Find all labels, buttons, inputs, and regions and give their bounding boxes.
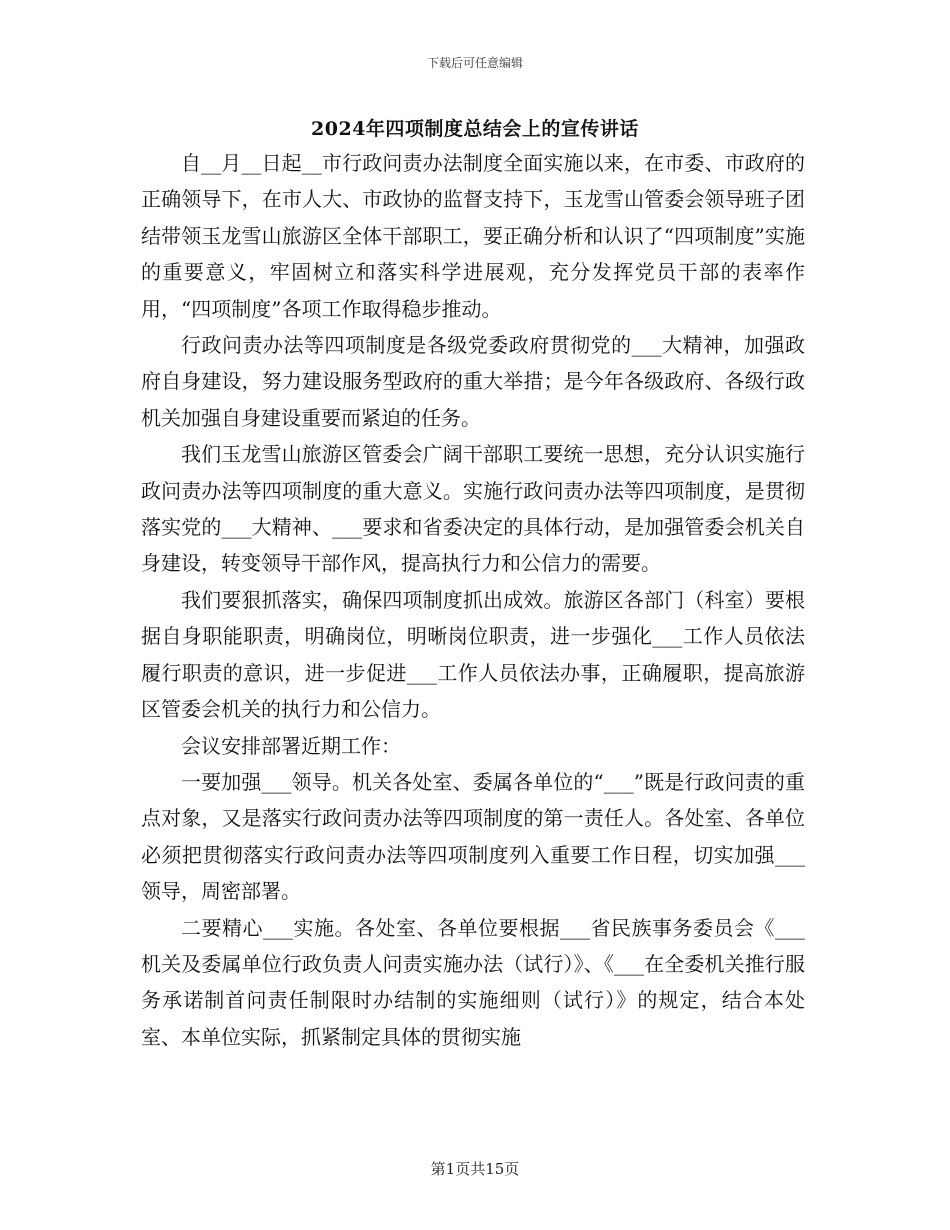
paragraph: 我们玉龙雪山旅游区管委会广阔干部职工要统一思想，充分认识实施行政问责办法等四项制度的重大意义。实施行政问责办法等四项制度，是贯彻落实党的___大精神、___要求和省委决定的具体行动，是加强管委会机关自身建设，转变领导干部作风，提高执行力和公信力的需要。 <box>141 442 805 576</box>
paragraph: 我们要狠抓落实，确保四项制度抓出成效。旅游区各部门（科室）要根据自身职能职责，明确岗位，明晰岗位职责，进一步强化___工作人员依法履行职责的意识，进一步促进___工作人员依法办事，正确履职，提高旅游区管委会机关的执行力和公信力。 <box>141 587 805 722</box>
paragraph: 二要精心___实施。各处室、各单位要根据___省民族事务委员会《___机关及委属单位行政负责人问责实施办法（试行）》、《___在全委机关推行服务承诺制首问责任制限时办结制的实施细则（试行）》的规定，结合本处室、本单位实际，抓紧制定具体的贯彻实施 <box>141 915 805 1049</box>
paragraph: 自__月__日起__市行政问责办法制度全面实施以来，在市委、市政府的正确领导下，在市人大、市政协的监督支持下，玉龙雪山管委会领导班子团结带领玉龙雪山旅游区全体干部职工，要正确分析和认识了“四项制度”实施的重要意义，牢固树立和落实科学进展观，充分发挥党员干部的表率作用，“四项制度”各项工作取得稳步推动。 <box>141 151 805 321</box>
header-note: 下载后可任意编辑 <box>426 56 523 70</box>
paragraph: 会议安排部署近期工作： <box>181 733 401 758</box>
paragraph: 一要加强___领导。机关各处室、委属各单位的“___”既是行政问责的重点对象，又是落实行政问责办法等四项制度的第一责任人。各处室、各单位必须把贯彻落实行政问责办法等四项制度列入重要工作日程，切实加强___领导，周密部署。 <box>141 769 805 904</box>
document-body <box>141 145 805 1055</box>
page-indicator: 第1页共15页 <box>430 1160 520 1178</box>
document-title: 2024年四项制度总结会上的宣传讲话 <box>311 118 639 140</box>
paragraph: 行政问责办法等四项制度是各级党委政府贯彻党的___大精神，加强政府自身建设，努力建设服务型政府的重大举措；是今年各级政府、各级行政机关加强自身建设重要而紧迫的任务。 <box>141 333 805 430</box>
